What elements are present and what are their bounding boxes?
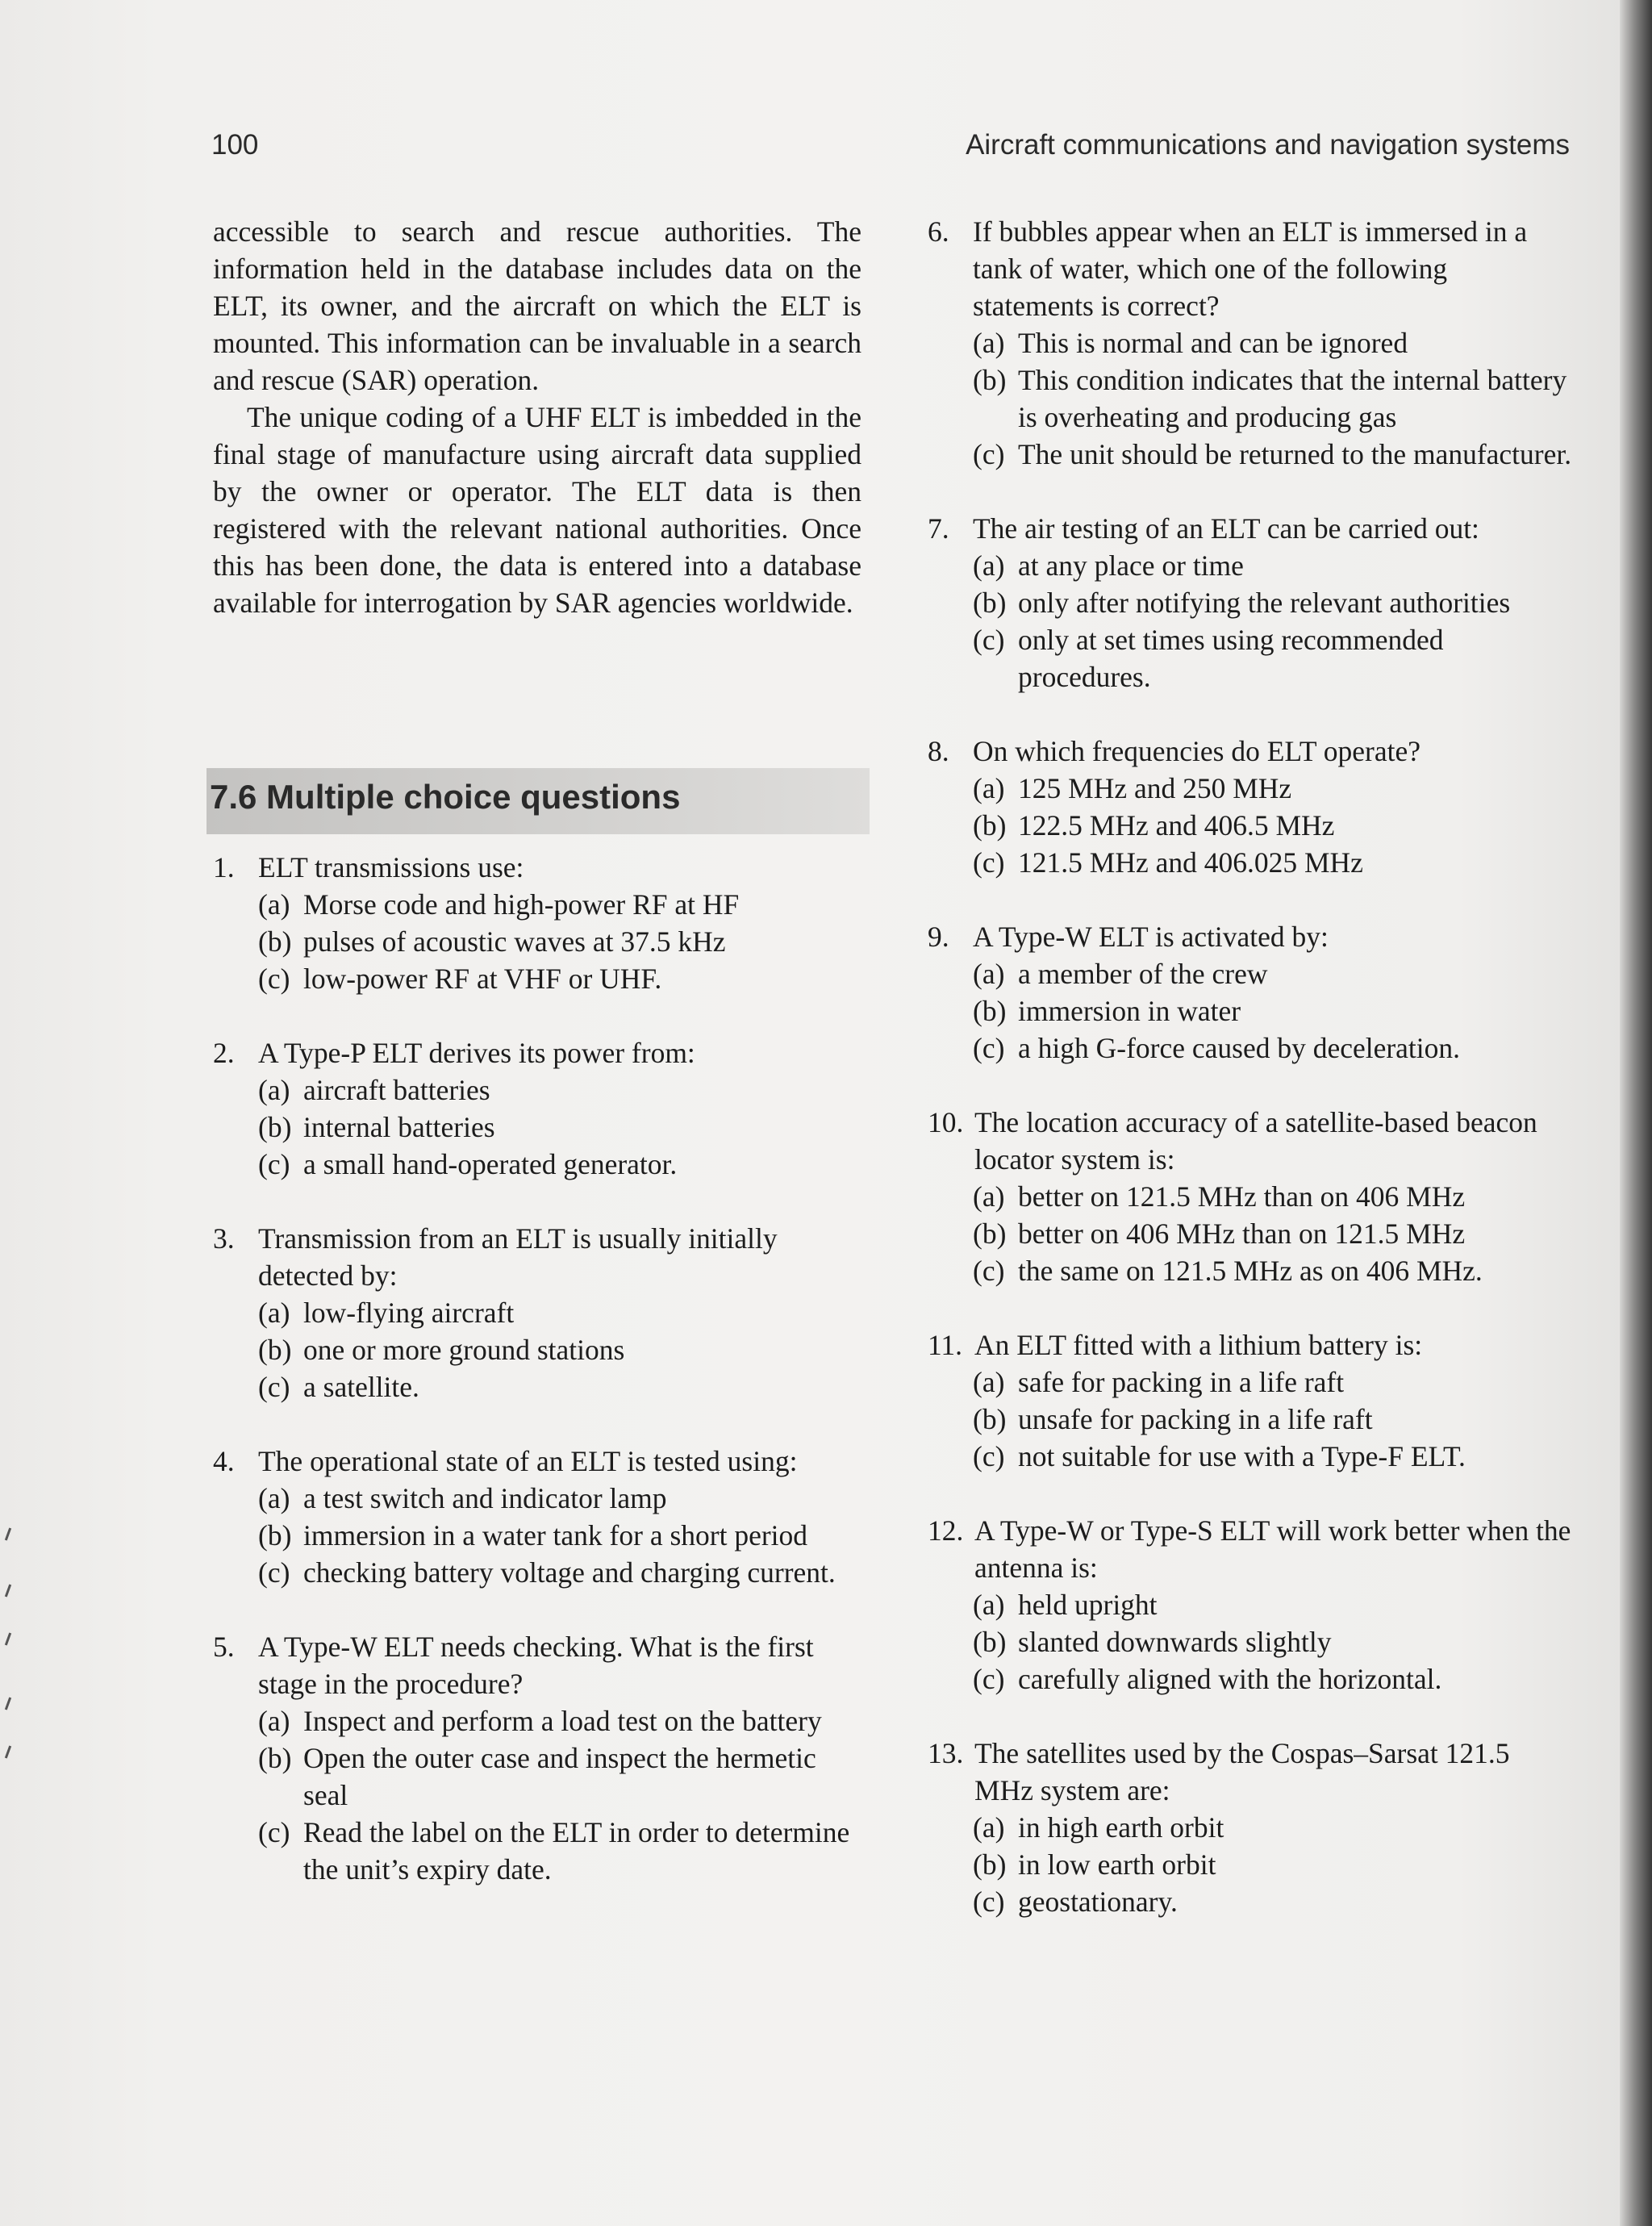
option-letter: (c): [973, 846, 1005, 879]
question-number: 12.: [928, 1514, 964, 1547]
option-text: checking battery voltage and charging current.: [303, 1556, 836, 1589]
option-text: a satellite.: [303, 1371, 419, 1403]
question-text: A Type-W ELT is activated by:: [973, 921, 1329, 953]
option-b: [928, 361, 1573, 436]
option-a: [213, 1702, 866, 1739]
binding-shadow: [1620, 0, 1652, 2226]
option-c: [928, 621, 1573, 695]
option-text: in low earth orbit: [1018, 1848, 1216, 1881]
option-text: safe for packing in a life raft: [1018, 1366, 1345, 1398]
option-text: pulses of acoustic waves at 37.5 kHz: [303, 925, 726, 958]
option-letter: (b): [973, 995, 1007, 1027]
option-a: [928, 1178, 1573, 1215]
option-text: one or more ground stations: [303, 1334, 625, 1366]
option-letter: (a): [258, 1297, 290, 1329]
option-text: a high G-force caused by deceleration.: [1018, 1032, 1461, 1064]
option-letter: (c): [973, 1032, 1005, 1064]
question-text: The satellites used by the Cospas–Sarsat 121.5 MHz system are:: [974, 1737, 1510, 1806]
question-text: The operational state of an ELT is tested using:: [258, 1445, 798, 1477]
page-edge-marks: [0, 1517, 18, 1783]
option-a: [213, 886, 866, 923]
question-6: [928, 213, 1573, 473]
question-10: [928, 1104, 1573, 1289]
option-text: only after notifying the relevant authorities: [1018, 587, 1511, 619]
page-number: 100: [211, 129, 259, 161]
question-number: 10.: [928, 1106, 964, 1138]
option-letter: (a): [973, 1366, 1005, 1398]
question-2: [213, 1034, 866, 1183]
question-5: [213, 1628, 866, 1888]
option-letter: (b): [973, 1848, 1007, 1881]
option-text: Read the label on the ELT in order to determine the unit’s expiry date.: [303, 1816, 850, 1886]
option-text: immersion in a water tank for a short period: [303, 1519, 808, 1552]
intro-paragraph-2: The unique coding of a UHF ELT is imbedded in the final stage of manufacture using aircraft data supplied by the owner or operator. The ELT data is then registered with the relevant national authorities. Once this has been done, the data is entered into a database available for interrogation by SAR agencies worldwide.: [213, 401, 861, 619]
section-heading: [206, 768, 870, 834]
question-text: A Type-P ELT derives its power from:: [258, 1037, 695, 1069]
option-letter: (c): [258, 1371, 290, 1403]
option-a: [928, 1586, 1573, 1623]
option-text: The unit should be returned to the manufacturer.: [1018, 438, 1572, 470]
option-letter: (c): [973, 1886, 1005, 1918]
option-text: not suitable for use with a Type-F ELT.: [1018, 1440, 1466, 1472]
option-a: [213, 1294, 866, 1331]
option-b: [928, 992, 1573, 1029]
question-4: [213, 1443, 866, 1591]
option-letter: (b): [258, 1519, 292, 1552]
option-text: in high earth orbit: [1018, 1811, 1224, 1844]
option-letter: (c): [258, 1556, 290, 1589]
option-a: [213, 1071, 866, 1109]
option-text: Morse code and high-power RF at HF: [303, 888, 740, 921]
option-c: [928, 1438, 1573, 1475]
option-letter: (b): [973, 364, 1007, 396]
option-c: [213, 1368, 866, 1405]
question-9: [928, 918, 1573, 1067]
question-number: 5.: [213, 1631, 235, 1663]
questions-right-column: [928, 213, 1573, 1957]
option-letter: (a): [973, 1811, 1005, 1844]
option-letter: (c): [258, 1816, 290, 1848]
option-letter: (c): [973, 1663, 1005, 1695]
question-7: [928, 510, 1573, 695]
option-c: [213, 1814, 866, 1888]
option-a: [928, 1809, 1573, 1846]
question-text: A Type-W ELT needs checking. What is the first stage in the procedure?: [258, 1631, 814, 1700]
option-c: [928, 1252, 1573, 1289]
question-text: On which frequencies do ELT operate?: [973, 735, 1420, 767]
question-12: [928, 1512, 1573, 1698]
option-c: [928, 1883, 1573, 1920]
option-letter: (b): [973, 809, 1007, 842]
option-letter: (b): [973, 1626, 1007, 1658]
option-letter: (a): [973, 1180, 1005, 1213]
option-text: Open the outer case and inspect the hermetic seal: [303, 1742, 816, 1811]
option-b: [928, 584, 1573, 621]
option-c: [928, 1660, 1573, 1698]
option-text: 125 MHz and 250 MHz: [1018, 772, 1292, 804]
question-number: 1.: [213, 851, 235, 883]
option-letter: (a): [258, 1074, 290, 1106]
option-a: [928, 1364, 1573, 1401]
option-b: [928, 807, 1573, 844]
question-number: 9.: [928, 921, 949, 953]
option-a: [928, 955, 1573, 992]
question-text: A Type-W or Type-S ELT will work better when the antenna is:: [974, 1514, 1571, 1584]
option-letter: (c): [973, 438, 1005, 470]
option-letter: (c): [258, 963, 290, 995]
question-text: The location accuracy of a satellite-based beacon locator system is:: [974, 1106, 1537, 1176]
option-letter: (b): [258, 1742, 292, 1774]
question-number: 8.: [928, 735, 949, 767]
option-letter: (a): [973, 1589, 1005, 1621]
option-c: [928, 844, 1573, 881]
question-text: ELT transmissions use:: [258, 851, 524, 883]
option-c: [928, 1029, 1573, 1067]
option-b: [213, 923, 866, 960]
option-letter: (a): [258, 1482, 290, 1514]
option-letter: (c): [973, 1440, 1005, 1472]
question-13: [928, 1735, 1573, 1920]
option-letter: (a): [258, 1705, 290, 1737]
option-text: This condition indicates that the internal battery is overheating and producing gas: [1018, 364, 1567, 433]
intro-text: [213, 213, 861, 621]
option-text: low-flying aircraft: [303, 1297, 515, 1329]
option-b: [213, 1517, 866, 1554]
option-text: unsafe for packing in a life raft: [1018, 1403, 1373, 1435]
question-number: 2.: [213, 1037, 235, 1069]
option-b: [213, 1109, 866, 1146]
question-number: 3.: [213, 1222, 235, 1255]
option-b: [928, 1846, 1573, 1883]
option-text: low-power RF at VHF or UHF.: [303, 963, 662, 995]
option-text: 121.5 MHz and 406.025 MHz: [1018, 846, 1363, 879]
option-b: [213, 1739, 866, 1814]
question-number: 6.: [928, 215, 949, 248]
running-title: Aircraft communications and navigation systems: [966, 129, 1570, 161]
option-text: slanted downwards slightly: [1018, 1626, 1332, 1658]
option-text: better on 121.5 MHz than on 406 MHz: [1018, 1180, 1466, 1213]
option-text: Inspect and perform a load test on the battery: [303, 1705, 822, 1737]
section-title: 7.6 Multiple choice questions: [210, 778, 681, 816]
question-number: 13.: [928, 1737, 964, 1769]
option-letter: (a): [973, 327, 1005, 359]
question-text: The air testing of an ELT can be carried out:: [973, 512, 1479, 545]
option-a: [928, 547, 1573, 584]
option-text: geostationary.: [1018, 1886, 1178, 1918]
option-letter: (b): [258, 925, 292, 958]
option-letter: (b): [973, 1403, 1007, 1435]
option-a: [213, 1480, 866, 1517]
intro-paragraph-1: accessible to search and rescue authorities. The information held in the database includes data on the ELT, its owner, and the aircraft on which the ELT is mounted. This information can be invaluable in a search and rescue (SAR) operation.: [213, 215, 861, 396]
option-text: This is normal and can be ignored: [1018, 327, 1408, 359]
option-b: [928, 1215, 1573, 1252]
option-c: [928, 436, 1573, 473]
option-text: aircraft batteries: [303, 1074, 490, 1106]
option-text: the same on 121.5 MHz as on 406 MHz.: [1018, 1255, 1483, 1287]
option-a: [928, 324, 1573, 361]
option-text: a member of the crew: [1018, 958, 1268, 990]
question-8: [928, 733, 1573, 881]
option-c: [213, 1146, 866, 1183]
option-letter: (b): [258, 1334, 292, 1366]
question-3: [213, 1220, 866, 1405]
option-text: a test switch and indicator lamp: [303, 1482, 667, 1514]
option-letter: (b): [258, 1111, 292, 1143]
option-letter: (b): [973, 587, 1007, 619]
page-header: [211, 129, 1570, 165]
option-c: [213, 960, 866, 997]
option-letter: (a): [973, 772, 1005, 804]
option-letter: (a): [973, 958, 1005, 990]
option-text: held upright: [1018, 1589, 1158, 1621]
option-text: a small hand-operated generator.: [303, 1148, 678, 1180]
option-b: [928, 1401, 1573, 1438]
option-text: internal batteries: [303, 1111, 495, 1143]
option-letter: (c): [258, 1148, 290, 1180]
option-text: only at set times using recommended procedures.: [1018, 624, 1444, 693]
option-c: [213, 1554, 866, 1591]
question-text: If bubbles appear when an ELT is immersed in a tank of water, which one of the following statements is correct?: [973, 215, 1528, 322]
option-text: better on 406 MHz than on 121.5 MHz: [1018, 1217, 1466, 1250]
questions-left-column: [213, 849, 866, 1925]
option-a: [928, 770, 1573, 807]
option-b: [213, 1331, 866, 1368]
option-letter: (a): [258, 888, 290, 921]
question-text: An ELT fitted with a lithium battery is:: [974, 1329, 1423, 1361]
option-b: [928, 1623, 1573, 1660]
question-text: Transmission from an ELT is usually initially detected by:: [258, 1222, 778, 1292]
question-1: [213, 849, 866, 997]
option-letter: (b): [973, 1217, 1007, 1250]
option-text: at any place or time: [1018, 549, 1244, 582]
option-text: immersion in water: [1018, 995, 1241, 1027]
question-number: 7.: [928, 512, 949, 545]
option-text: 122.5 MHz and 406.5 MHz: [1018, 809, 1335, 842]
question-11: [928, 1326, 1573, 1475]
option-text: carefully aligned with the horizontal.: [1018, 1663, 1442, 1695]
question-number: 4.: [213, 1445, 235, 1477]
option-letter: (a): [973, 549, 1005, 582]
option-letter: (c): [973, 1255, 1005, 1287]
question-number: 11.: [928, 1329, 963, 1361]
option-letter: (c): [973, 624, 1005, 656]
